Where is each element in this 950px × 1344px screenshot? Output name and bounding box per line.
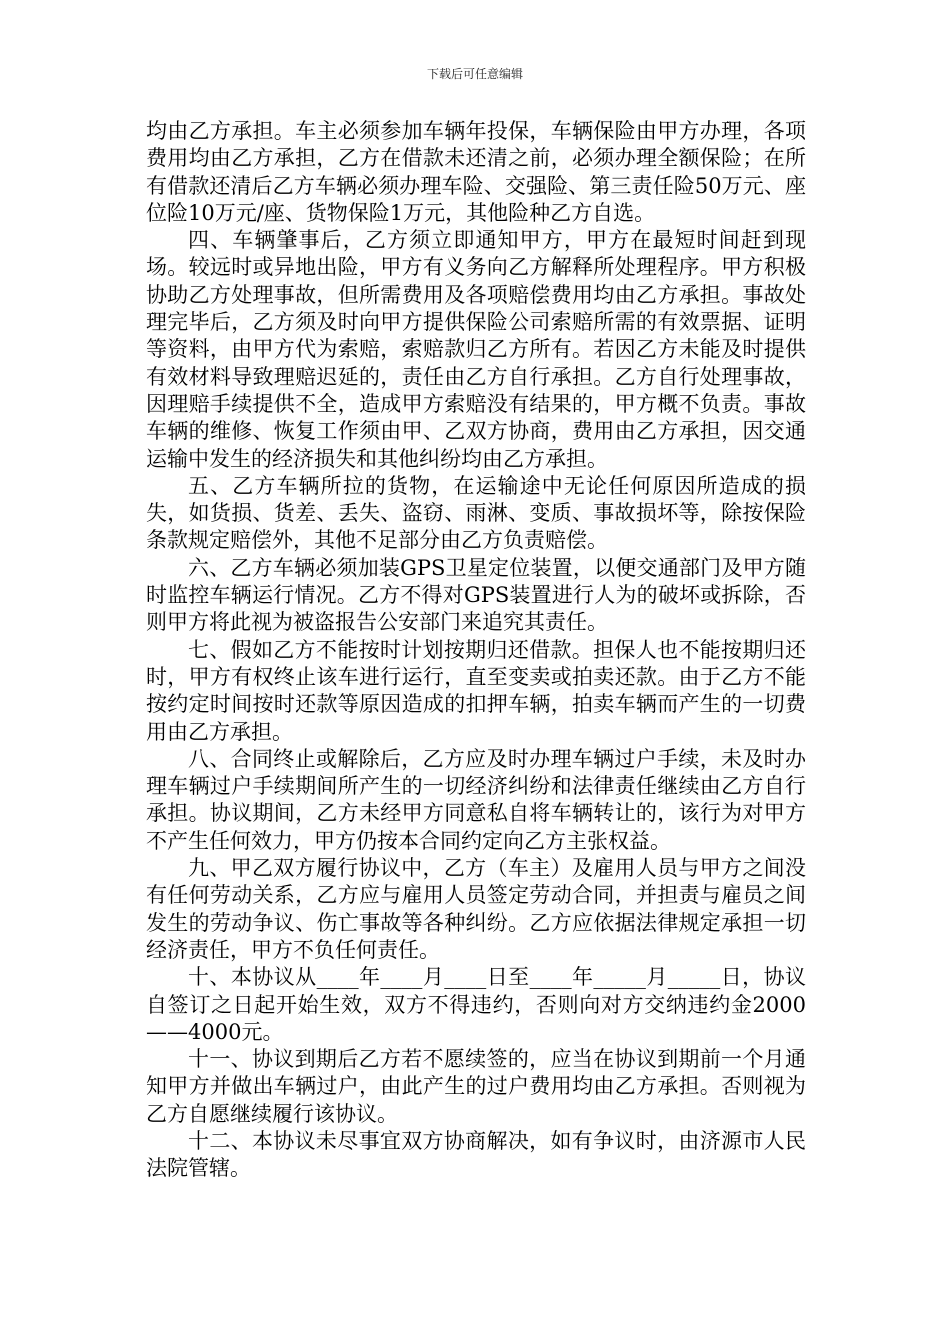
paragraph-clause-4: 四、车辆肇事后，乙方须立即通知甲方，甲方在最短时间赶到现场。较远时或异地出险，甲方有义务向乙方解释所处理程序。甲方积极协助乙方处理事故，但所需费用及各项赔偿费用均由乙方承担。事故处理完毕后，乙方须及时向甲方提供保险公司索赔所需的有效票据、证明等资料，由甲方代为索赔，索赔款归乙方所有。若因乙方未能及时提供有效材料导致理赔迟延的，责任由乙方自行承担。乙方自行处理事故，因理赔手续提供不全，造成甲方索赔没有结果的，甲方概不负责。事故车辆的维修、恢复工作须由甲、乙双方协商，费用由乙方承担，因交通运输中发生的经济损失和其他纠纷均由乙方承担。 — [146, 228, 806, 471]
paragraph-clause-5: 五、乙方车辆所拉的货物，在运输途中无论任何原因所造成的损失，如货损、货差、丢失、盗窃、雨淋、变质、事故损坏等，除按保险条款规定赔偿外，其他不足部分由乙方负责赔偿。 — [146, 473, 806, 553]
paragraph-clause-8: 八、合同终止或解除后，乙方应及时办理车辆过户手续，未及时办理车辆过户手续期间所产生的一切经济纠纷和法律责任继续由乙方自行承担。协议期间，乙方未经甲方同意私自将车辆转让的，该行为对甲方不产生任何效力，甲方仍按本合同约定向乙方主张权益。 — [146, 746, 806, 853]
document-body — [146, 118, 806, 1183]
paragraph-insurance-continued: 均由乙方承担。车主必须参加车辆年投保，车辆保险由甲方办理，各项费用均由乙方承担，乙方在借款未还清之前，必须办理全额保险；在所有借款还清后乙方车辆必须办理车险、交强险、第三责任险50万元、座位险10万元/座、货物保险1万元，其他险种乙方自选。 — [146, 119, 806, 225]
paragraph-clause-9: 九、甲乙双方履行协议中，乙方（车主）及雇用人员与甲方之间没有任何劳动关系，乙方应与雇用人员签定劳动合同，并担责与雇员之间发生的劳动争议、伤亡事故等各种纠纷。乙方应依据法律规定承担一切经济责任，甲方不负任何责任。 — [146, 856, 806, 962]
paragraph-clause-7: 七、假如乙方不能按时计划按期归还借款。担保人也不能按期归还时，甲方有权终止该车进行运行，直至变卖或拍卖还款。由于乙方不能按约定时间按时还款等原因造成的扣押车辆，拍卖车辆而产生的一切费用由乙方承担。 — [146, 637, 806, 744]
paragraph-clause-10: 十、本协议从____年____月____日至____年_____月_____日，协议自签订之日起开始生效，双方不得违约，否则向对方交纳违约金2000——4000元。 — [146, 965, 806, 1044]
paragraph-clause-11: 十一、协议到期后乙方若不愿续签的，应当在协议到期前一个月通知甲方并做出车辆过户，由此产生的过户费用均由乙方承担。否则视为乙方自愿继续履行该协议。 — [146, 1047, 806, 1126]
paragraph-clause-12: 十二、本协议未尽事宜双方协商解决，如有争议时，由济源市人民法院管辖。 — [146, 1128, 806, 1181]
page-header: 下载后可任意编辑 — [426, 67, 523, 81]
paragraph-clause-6: 六、乙方车辆必须加装GPS卫星定位装置，以便交通部门及甲方随时监控车辆运行情况。乙方不得对GPS装置进行人为的破坏或拆除，否则甲方将此视为被盗报告公安部门来追究其责任。 — [146, 555, 806, 635]
